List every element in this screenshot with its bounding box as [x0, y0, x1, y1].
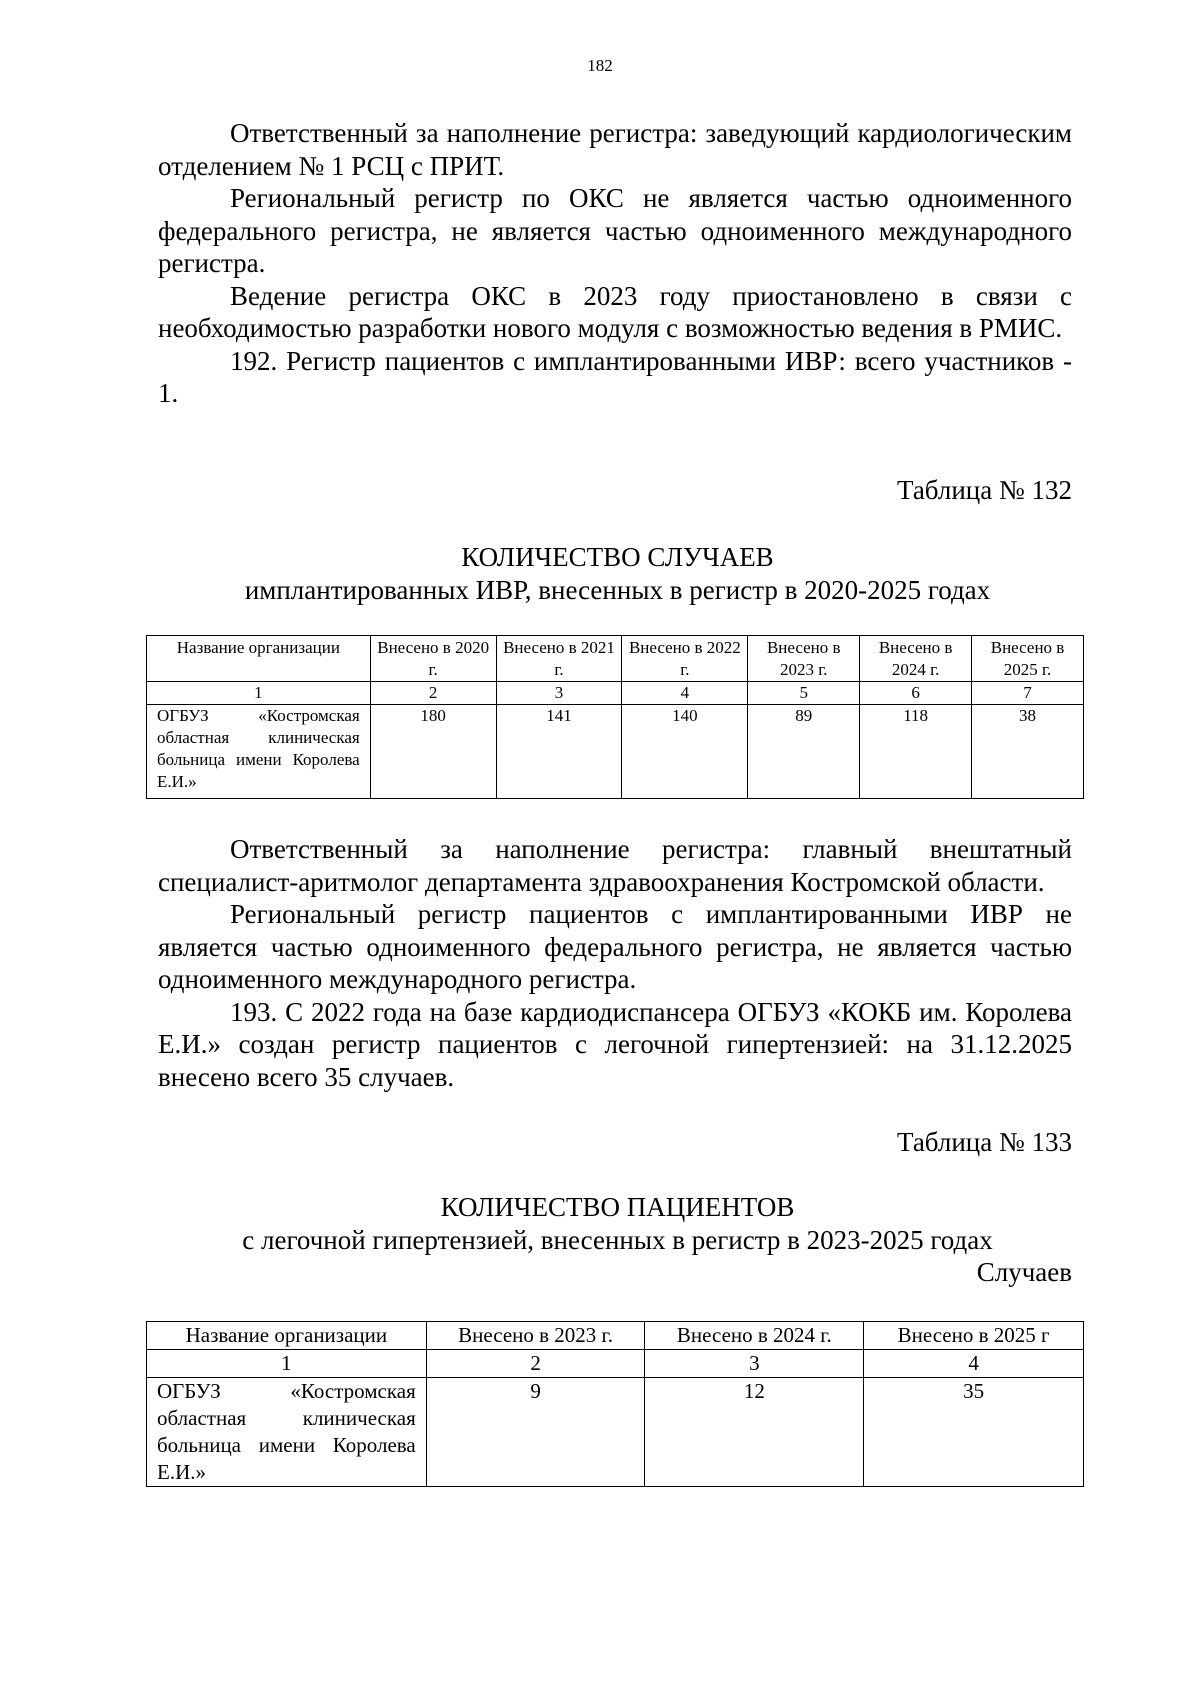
header-cell-2020: Внесено в 2020 г.	[370, 636, 496, 682]
value-cell-2025: 35	[864, 1378, 1084, 1487]
section1-text	[158, 117, 1072, 410]
column-number: 4	[622, 682, 748, 705]
value-cell-2023: 9	[426, 1378, 645, 1487]
header-cell-2024: Внесено в 2024 г.	[860, 636, 972, 682]
value-cell-2020: 180	[370, 705, 496, 799]
paragraph-responsible-oks: Ответственный за наполнение регистра: заведующий кардиологическим отделением № 1 РСЦ с ПРИТ.	[158, 118, 1072, 181]
org-name-cell: ОГБУЗ «Костромская областная клиническая больница имени Королева Е.И.»	[147, 705, 371, 799]
table-132-title	[0, 541, 1200, 606]
paragraph-193-pulmonary-registry: 193. С 2022 года на базе кардиодиспансера ОГБУЗ «КОКБ им. Королева Е.И.» создан регистр пациентов с легочной гипертензией: на 31.12.2025 внесено всего 35 случаев.	[158, 996, 1072, 1092]
column-number: 5	[748, 682, 860, 705]
header-cell-2025: Внесено в 2025 г.	[972, 636, 1084, 682]
header-cell-org: Название организации	[147, 1322, 427, 1350]
column-number: 4	[864, 1350, 1084, 1378]
value-cell-2025: 38	[972, 705, 1084, 799]
table-133-title	[0, 1191, 1200, 1256]
column-number: 3	[645, 1350, 864, 1378]
table-133	[146, 1321, 1084, 1487]
column-number: 7	[972, 682, 1084, 705]
paragraph-responsible-ivr: Ответственный за наполнение регистра: главный внештатный специалист-аритмолог департамента здравоохранения Костромской области.	[158, 834, 1072, 897]
header-cell-2023: Внесено в 2023 г.	[748, 636, 860, 682]
table-header-row	[147, 1322, 1084, 1350]
header-cell-2022: Внесено в 2022 г.	[622, 636, 748, 682]
table-row	[147, 705, 1084, 799]
column-number: 6	[860, 682, 972, 705]
org-name-cell: ОГБУЗ «Костромская областная клиническая больница имени Королева Е.И.»	[147, 1378, 427, 1487]
column-number-row	[147, 1350, 1084, 1378]
table-133-unit: Случаев	[976, 1257, 1072, 1287]
column-number: 2	[426, 1350, 645, 1378]
table-row	[147, 1378, 1084, 1487]
section2-text	[158, 833, 1072, 1093]
column-number-row	[147, 682, 1084, 705]
column-number: 3	[496, 682, 622, 705]
value-cell-2023: 89	[748, 705, 860, 799]
table-133-label: Таблица № 133	[897, 1127, 1072, 1157]
paragraph-ivr-registry-status: Региональный регистр пациентов с имплантированными ИВР не является частью одноименного федерального регистра, не является частью одноименного международного регистра.	[158, 899, 1072, 994]
table-133-title-line2: с легочной гипертензией, внесенных в регистр в 2023-2025 годах	[242, 1224, 993, 1255]
value-cell-2021: 141	[496, 705, 622, 799]
table-132-title-line1: КОЛИЧЕСТВО СЛУЧАЕВ	[461, 542, 774, 572]
table-133-title-line1: КОЛИЧЕСТВО ПАЦИЕНТОВ	[440, 1192, 795, 1222]
header-cell-2024: Внесено в 2024 г.	[645, 1322, 864, 1350]
page-number: 182	[587, 56, 613, 75]
header-cell-org: Название организации	[147, 636, 371, 682]
table-132-label: Таблица № 132	[897, 475, 1072, 505]
paragraph-192-ivr-registry: 192. Регистр пациентов с имплантированными ИВР: всего участников - 1.	[158, 345, 1072, 408]
value-cell-2022: 140	[622, 705, 748, 799]
column-number: 1	[147, 1350, 427, 1378]
paragraph-oks-registry-status: Региональный регистр по ОКС не является частью одноименного федерального регистра, не является частью одноименного международного регистра.	[158, 183, 1072, 278]
table-132-title-line2: имплантированных ИВР, внесенных в регистр в 2020-2025 годах	[244, 574, 991, 605]
column-number: 1	[147, 682, 371, 705]
value-cell-2024: 12	[645, 1378, 864, 1487]
header-cell-2021: Внесено в 2021 г.	[496, 636, 622, 682]
column-number: 2	[370, 682, 496, 705]
paragraph-oks-suspended: Ведение регистра ОКС в 2023 году приостановлено в связи с необходимостью разработки нового модуля с возможностью ведения в РМИС.	[158, 280, 1072, 343]
header-cell-2023: Внесено в 2023 г.	[426, 1322, 645, 1350]
table-header-row	[147, 636, 1084, 682]
table-132	[146, 635, 1084, 799]
header-cell-2025: Внесено в 2025 г	[864, 1322, 1084, 1350]
value-cell-2024: 118	[860, 705, 972, 799]
